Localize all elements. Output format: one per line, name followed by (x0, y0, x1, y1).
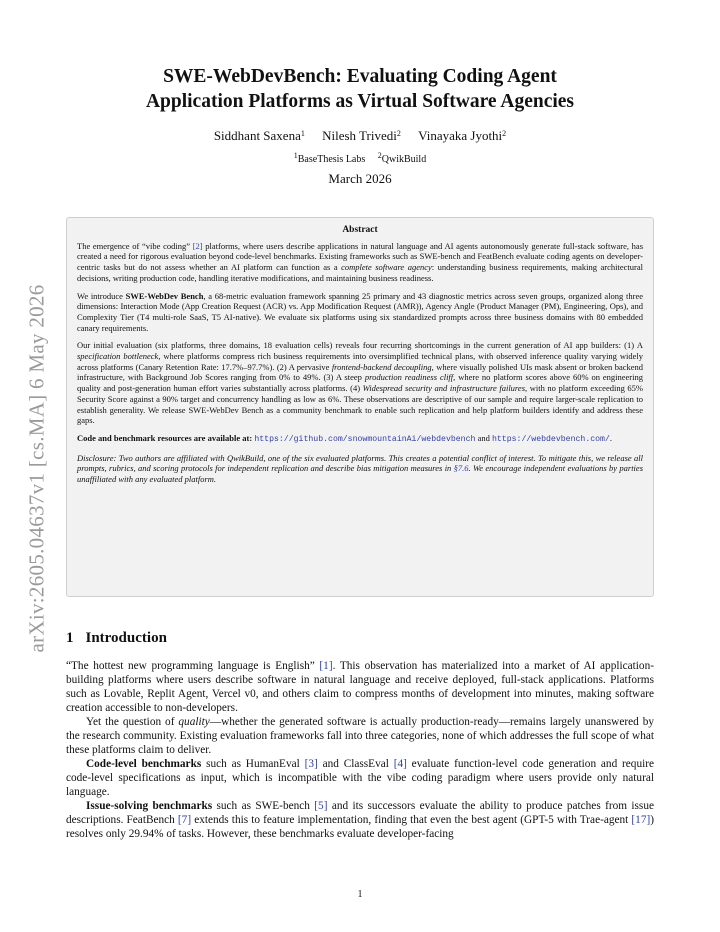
abstract-paragraph-1: The emergence of “vibe coding” [2] platforms, where users describe applications in natural language and AI agents autonomously generate full-stack software, has created a need for rigorous evaluation beyond code-level benchmarks. Existing frameworks such as SWE-bench and FeatBench evaluate coding agents on developer-centric tasks but do not assess whether an AI platform can function as a complete software agency: understanding business requirements, making architectural decisions, writing production code, handling iterative modifications, and maintaining business readiness. (77, 240, 643, 283)
intro-paragraph-4: Issue-solving benchmarks such as SWE-bench [5] and its successors evaluate the ability to produce patches from issue descriptions. FeatBench [7] extends this to feature implementation, finding that even the best agent (GPT-5 with Trae-agent [17]) resolves only 29.94% of tasks. However, these benchmarks evaluate developer-facing (66, 800, 654, 840)
page-number: 1 (357, 889, 363, 900)
title-line-2: Application Platforms as Virtual Software Agencies (145, 91, 575, 112)
abstract-paragraph-3: Our initial evaluation (six platforms, three domains, 18 evaluation cells) reveals four recurring shortcomings in the current generation of AI app builders: (1) A specification bottleneck, where platforms compress rich business requirements into oversimplified technical plans, with observed inference quality varying widely across platforms (Canary Retention Rate: 17.7%–97.7%). (2) A pervasive frontend-backend decoupling, where visually polished UIs mask absent or broken backend infrastructure, with Background Job Scores ranging from 0% to 49%. (3) A steep production readiness cliff, where no platform scores above 60% on engineering quality and post-generation human effort varies substantially across platforms. (4) Widespread security and infrastructure failures, with no platform exceeding 65% Security Score against a 90% target and concurrency handling as low as 6%. These observations are descriptive of our sample and require larger-scale replication to establish generality. We release SWE-WebDev Bench as a community benchmark to enable such replication and help platform builders identify and address these gaps. (77, 340, 644, 426)
abstract-paragraph-2: We introduce SWE-WebDev Bench, a 68-metric evaluation framework spanning 25 primary and 43 diagnostic metrics across seven groups, organized along three dimensions: Interaction Mode (App Creation Request (ACR) vs. App Modification Request (AMR)), Agency Angle (Product Manager (PM), Engineering, Ops), and Complexity Tier (T4 multi-role SaaS, T5 AI-native). We evaluate six platforms using six standardized prompts across three business domains with 80 embedded canary requirements. (77, 290, 644, 333)
affiliations (70, 151, 650, 165)
section-number: 1 (66, 630, 74, 646)
citation-link[interactable]: [4] (393, 758, 407, 770)
affiliation-2: $^2$QwikBuild (377, 151, 427, 165)
publication-date: March 2026 (328, 171, 392, 186)
abstract-box (66, 217, 654, 597)
website-link[interactable]: https://webdevbench.com/ (491, 434, 610, 444)
author-1: Siddhant Saxena$^1$ (213, 128, 305, 143)
intro-paragraph-3: Code-level benchmarks such as HumanEval [3] and ClassEval [4] evaluate function-level code generation and require code-level specifications as input, which is incompatible with the vibe coding paradigm where users provide only natural language. (66, 758, 655, 798)
code-availability: Code and benchmark resources are available at: https://github.com/snowmountainAi/webdevbench and https://webdevbench.com/. (77, 432, 613, 444)
github-link[interactable]: https://github.com/snowmountainAi/webdevbench (254, 434, 476, 444)
arxiv-identifier[interactable]: arXiv:2605.04637v1 [cs.MA] 6 May 2026 (24, 283, 49, 653)
citation-link[interactable]: [17] (631, 814, 651, 826)
citation-link[interactable]: [2] (192, 240, 203, 251)
citation-link[interactable]: [1] (319, 660, 333, 672)
citation-link[interactable]: [3] (304, 758, 318, 770)
affiliation-1: $^1$BaseThesis Labs (293, 151, 366, 165)
section-link[interactable]: §7.6 (453, 463, 469, 474)
author-2: Nilesh Trivedi$^2$ (322, 128, 401, 143)
section-title: Introduction (85, 630, 167, 646)
disclosure-note: Disclosure: Two authors are affiliated with QwikBuild, one of the six evaluated platforms. This creates a potential conflict of interest. To mitigate this, we release all prompts, rubrics, and scoring protocols for independent replication and describe bias mitigation measures in §7.6. We encourage independent evaluations by parties unaffiliated with any evaluated platform. (77, 452, 643, 485)
paper-title (70, 64, 650, 114)
author-3: Vinayaka Jyothi$^2$ (418, 128, 507, 143)
abstract-heading: Abstract (342, 225, 378, 235)
author-list (70, 128, 650, 144)
citation-link[interactable]: [5] (314, 800, 328, 812)
intro-paragraph-2: Yet the question of quality—whether the generated software is actually production-ready—remains largely unanswered by the research community. Existing evaluation frameworks fall into three categories, none of which addresses the full scope of what these platforms claim to deliver. (66, 716, 654, 756)
title-line-1: SWE-WebDevBench: Evaluating Coding Agent (163, 66, 557, 87)
intro-paragraph-1: “The hottest new programming language is English” [1]. This observation has materialized into a market of AI application-building platforms where users describe software in natural language and receive deployed, full-stack applications. Platforms such as Lovable, Replit Agent, Vercel v0, and others claim to compress months of development into minutes, making software creation accessible to non-developers. (66, 660, 654, 714)
arxiv-stamp (22, 258, 52, 678)
citation-link[interactable]: [7] (177, 814, 192, 826)
introduction-body (66, 659, 654, 841)
section-heading (66, 630, 167, 647)
